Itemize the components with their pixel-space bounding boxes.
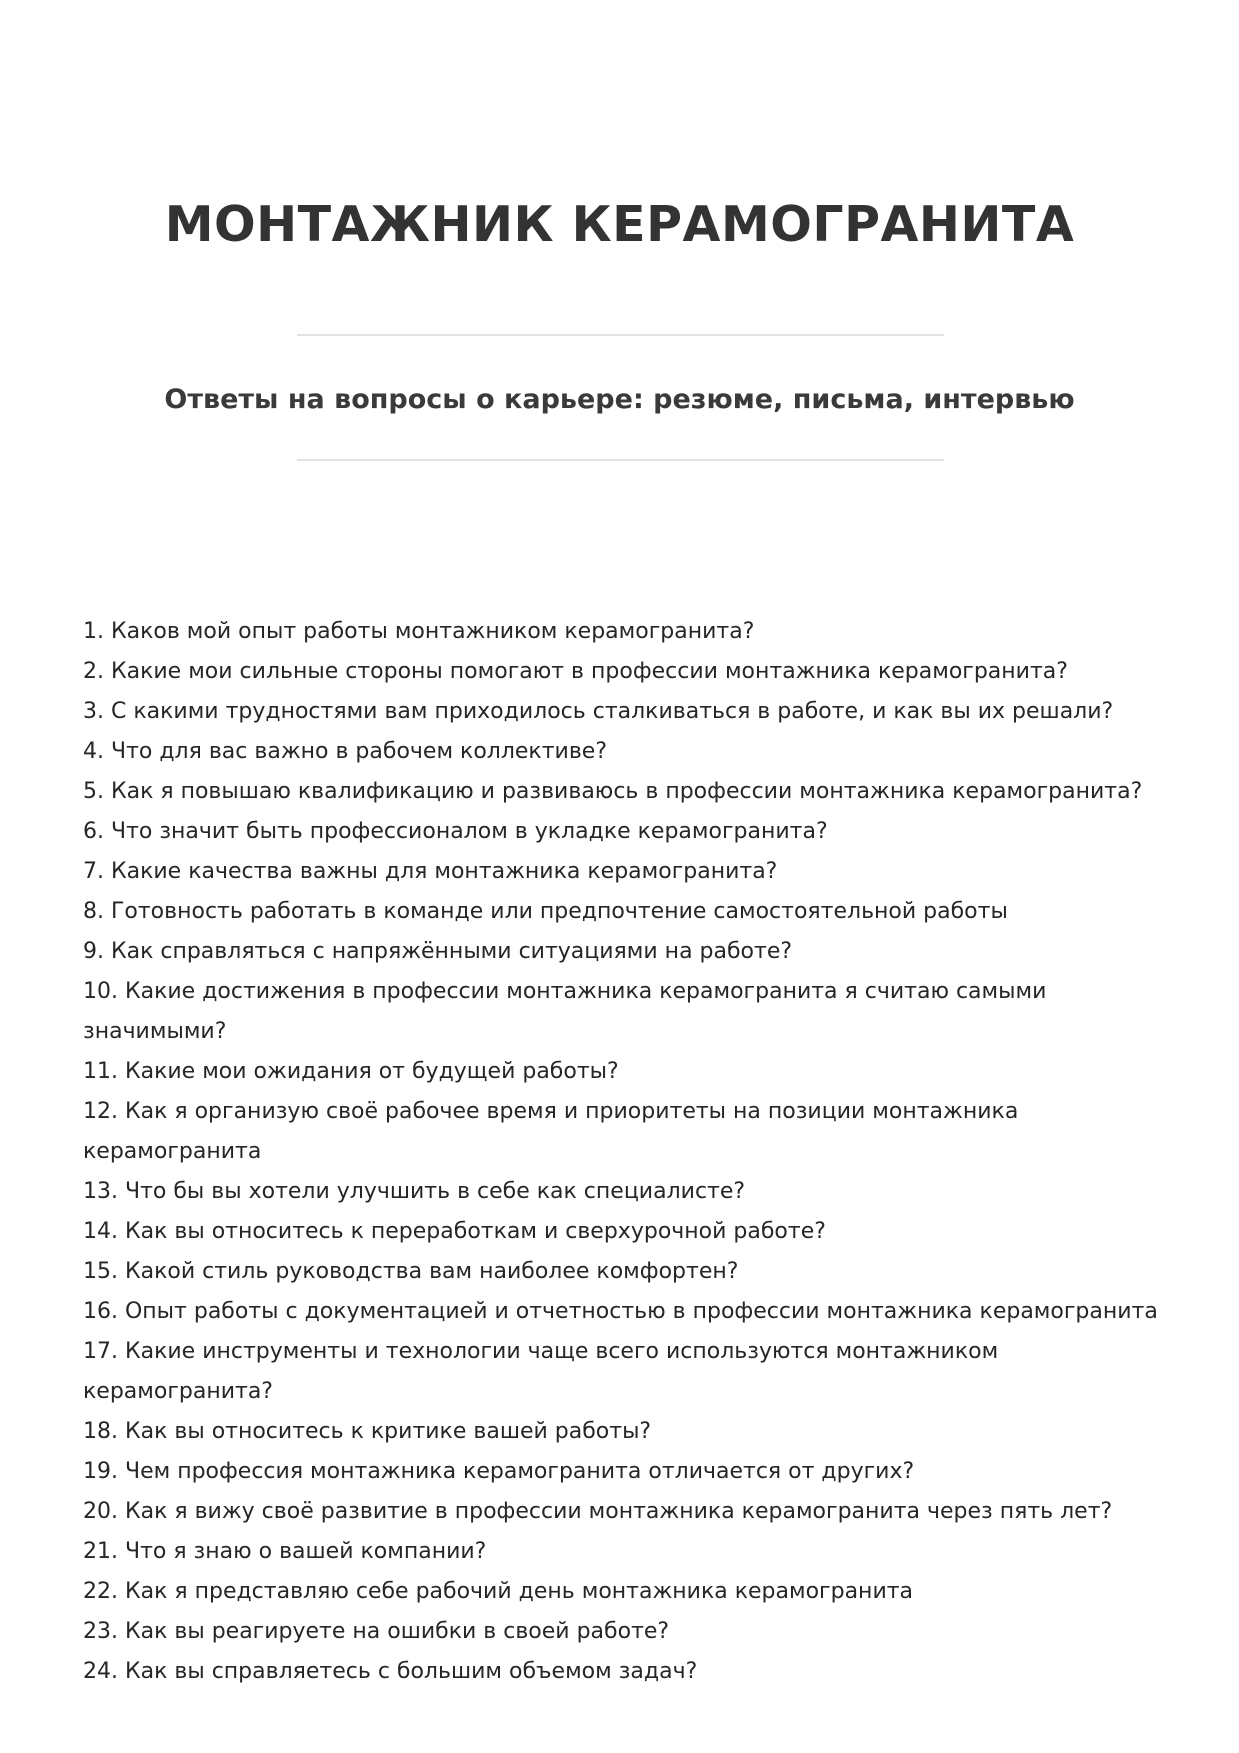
- page-title: МОНТАЖНИК КЕРАМОГРАНИТА: [164, 196, 1075, 253]
- question-item: 15. Какой стиль руководства вам наиболее комфортен?: [83, 1259, 739, 1284]
- question-item: 18. Как вы относитесь к критике вашей работы?: [83, 1419, 652, 1444]
- question-item: 7. Какие качества важны для монтажника керамогранита?: [83, 859, 778, 884]
- question-item: 20. Как я вижу своё развитие в профессии монтажника керамогранита через пять лет?: [83, 1499, 1113, 1524]
- question-item: 8. Готовность работать в команде или предпочтение самостоятельной работы: [83, 899, 1008, 924]
- question-item: 17. Какие инструменты и технологии чаще всего используются монтажником керамогранита?: [83, 1339, 999, 1404]
- question-item: 4. Что для вас важно в рабочем коллективе?: [83, 739, 608, 764]
- question-item: 9. Как справляться с напряжёнными ситуациями на работе?: [83, 939, 793, 964]
- question-item: 12. Как я организую своё рабочее время и приоритеты на позиции монтажника керамогранита: [83, 1099, 1019, 1164]
- question-item: 23. Как вы реагируете на ошибки в своей работе?: [83, 1619, 670, 1644]
- question-item: 5. Как я повышаю квалификацию и развиваюсь в профессии монтажника керамогранита?: [83, 779, 1143, 804]
- question-item: 10. Какие достижения в профессии монтажника керамогранита я считаю самыми значимыми?: [83, 979, 1047, 1044]
- question-item: 22. Как я представляю себе рабочий день монтажника керамогранита: [83, 1579, 914, 1604]
- question-item: 2. Какие мои сильные стороны помогают в профессии монтажника керамогранита?: [83, 659, 1068, 684]
- question-item: 16. Опыт работы с документацией и отчетностью в профессии монтажника керамогранита: [83, 1299, 1158, 1324]
- question-item: 24. Как вы справляетесь с большим объемом задач?: [83, 1659, 698, 1684]
- page-subtitle: Ответы на вопросы о карьере: резюме, письма, интервью: [164, 384, 1075, 415]
- question-item: 6. Что значит быть профессионалом в укладке керамогранита?: [83, 819, 828, 844]
- divider-bottom: [297, 459, 944, 461]
- question-list: [83, 612, 1163, 1692]
- question-item: 21. Что я знаю о вашей компании?: [83, 1539, 487, 1564]
- question-item: 13. Что бы вы хотели улучшить в себе как специалисте?: [83, 1179, 746, 1204]
- question-item: 19. Чем профессия монтажника керамогранита отличается от других?: [83, 1459, 915, 1484]
- question-item: 3. С какими трудностями вам приходилось сталкиваться в работе, и как вы их решали?: [83, 699, 1114, 724]
- divider-top: [297, 334, 944, 336]
- question-item: 11. Какие мои ожидания от будущей работы?: [83, 1059, 619, 1084]
- question-item: 1. Каков мой опыт работы монтажником керамогранита?: [83, 619, 755, 644]
- question-item: 14. Как вы относитесь к переработкам и сверхурочной работе?: [83, 1219, 826, 1244]
